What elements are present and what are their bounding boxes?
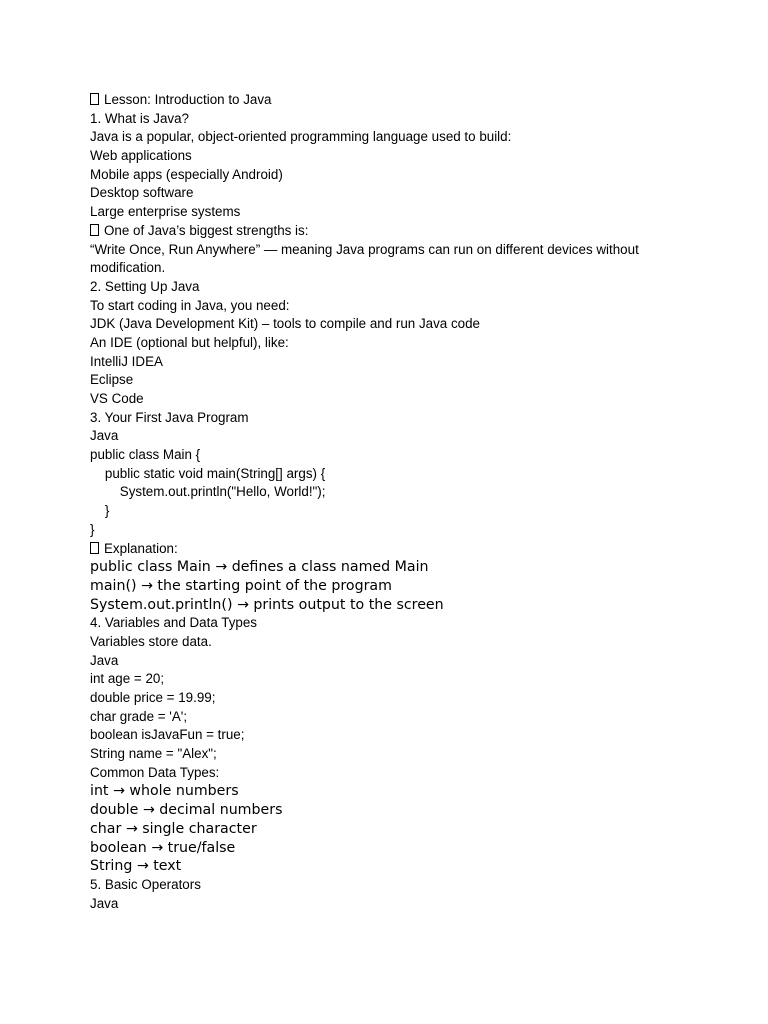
paragraph: “Write Once, Run Anywhere” — meaning Java programs can run on different devices without modification. [90, 241, 639, 276]
code-language-label: Java [90, 895, 119, 911]
missing-glyph-icon [90, 93, 99, 105]
list-item: IntelliJ IDEA [90, 353, 163, 369]
explanation-item: System.out.println() → prints output to the screen [90, 596, 444, 613]
type-item: char → single character [90, 820, 257, 837]
explanation-item: public class Main → defines a class named Main [90, 559, 429, 576]
strength-intro-text: One of Java’s biggest strengths is: [104, 222, 309, 238]
code-language-label: Java [90, 428, 119, 444]
explanation-label [90, 540, 670, 559]
document-page [90, 91, 670, 913]
code-line: boolean isJavaFun = true; [90, 727, 245, 743]
section-heading: 1. What is Java? [90, 110, 189, 126]
types-label: Common Data Types: [90, 764, 220, 780]
section-heading: 5. Basic Operators [90, 876, 201, 892]
code-line: public static void main(String[] args) { [90, 465, 326, 481]
type-item: int → whole numbers [90, 783, 239, 800]
explanation-label-text: Explanation: [104, 540, 178, 556]
list-item: JDK (Java Development Kit) – tools to compile and run Java code [90, 316, 481, 332]
code-line: public class Main { [90, 447, 201, 463]
code-line: } [90, 503, 110, 519]
explanation-item: main() → the starting point of the program [90, 577, 392, 594]
code-line: System.out.println("Hello, World!"); [90, 484, 326, 500]
paragraph: Variables store data. [90, 633, 212, 649]
list-item: Large enterprise systems [90, 204, 241, 220]
section-heading: 3. Your First Java Program [90, 409, 249, 425]
code-line: char grade = 'A'; [90, 708, 188, 724]
type-item: double → decimal numbers [90, 802, 283, 819]
code-line: double price = 19.99; [90, 690, 216, 706]
code-line: int age = 20; [90, 671, 165, 687]
code-language-label: Java [90, 652, 119, 668]
type-item: String → text [90, 858, 182, 875]
list-item: Desktop software [90, 185, 194, 201]
list-item: Mobile apps (especially Android) [90, 166, 283, 182]
list-item: Eclipse [90, 372, 134, 388]
lesson-title-text: Lesson: Introduction to Java [104, 92, 272, 107]
missing-glyph-icon [90, 224, 99, 236]
list-item: VS Code [90, 391, 144, 407]
missing-glyph-icon [90, 542, 99, 554]
code-line: String name = "Alex"; [90, 746, 217, 762]
section-heading: 2. Setting Up Java [90, 278, 200, 294]
paragraph: To start coding in Java, you need: [90, 297, 290, 313]
type-item: boolean → true/false [90, 839, 236, 856]
strength-intro [90, 222, 670, 241]
lesson-title [90, 91, 670, 110]
list-item: An IDE (optional but helpful), like: [90, 334, 289, 350]
list-item: Web applications [90, 148, 192, 164]
code-line: } [90, 521, 95, 537]
paragraph: Java is a popular, object-oriented programming language used to build: [90, 129, 512, 145]
section-heading: 4. Variables and Data Types [90, 615, 257, 631]
